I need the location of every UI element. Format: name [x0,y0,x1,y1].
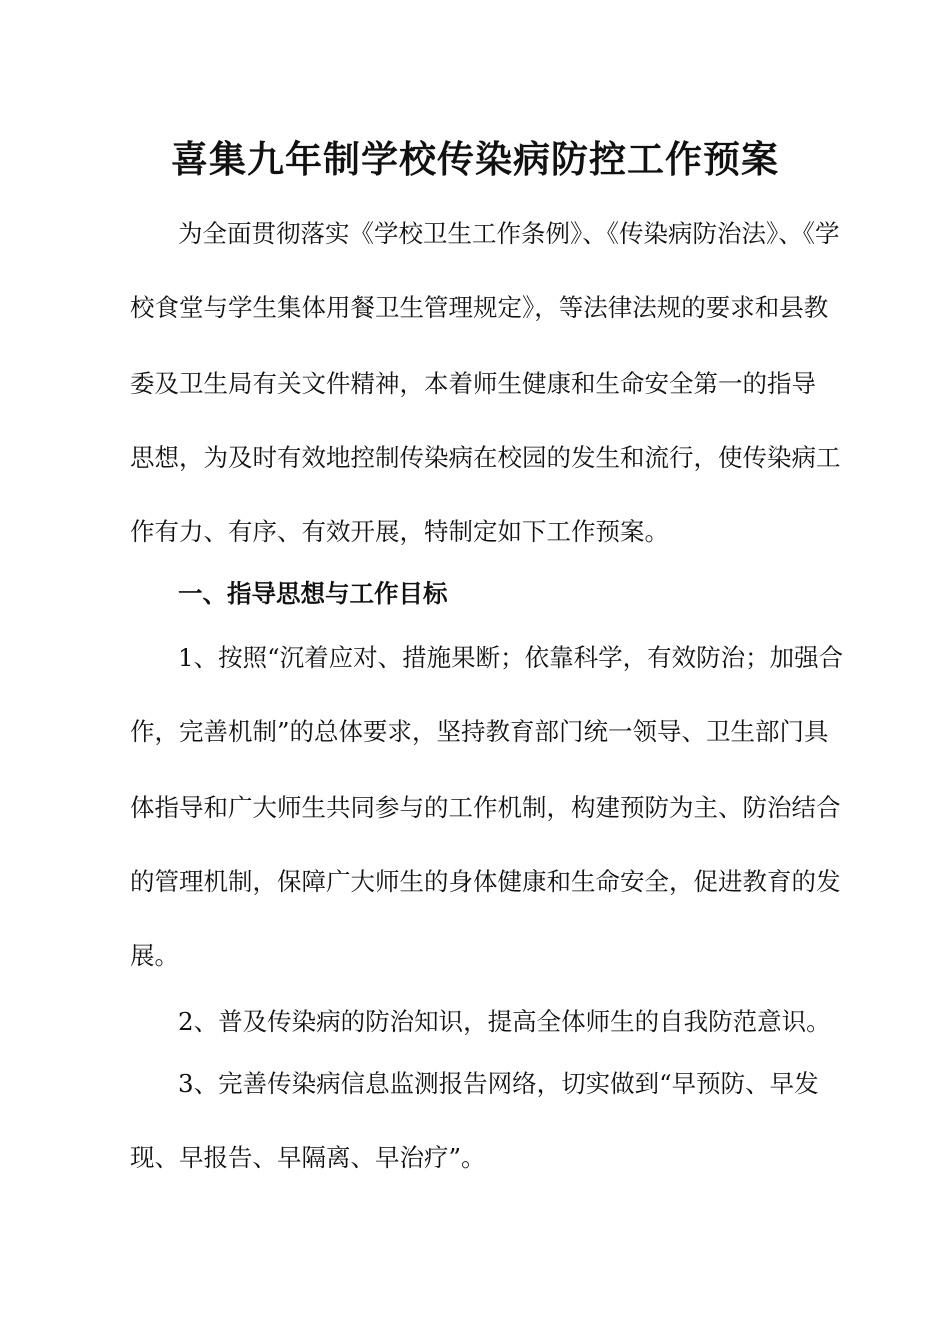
item-line: 的管理机制，保障广大师生的身体健康和生命安全，促进教育的发 [130,867,841,896]
intro-line: 为全面贯彻落实《学校卫生工作条例》、《传染病防治法》、《学 [178,219,840,248]
item-line: 展。 [130,941,179,970]
item-line: 2、普及传染病的防治知识，提高全体师生的自我防范意识。 [178,1007,831,1036]
item-line: 3、完善传染病信息监测报告网络，切实做到“早预防、早发 [178,1069,819,1098]
item-line: 体指导和广大师生共同参与的工作机制，构建预防为主、防治结合 [130,793,841,822]
item-line: 1、按照“沉着应对、措施果断；依靠科学，有效防治；加强合 [178,643,844,672]
intro-line: 校食堂与学生集体用餐卫生管理规定》，等法律法规的要求和县教 [130,293,829,322]
item-line: 作，完善机制”的总体要求，坚持教育部门统一领导、卫生部门具 [130,717,829,746]
intro-line: 委及卫生局有关文件精神，本着师生健康和生命安全第一的指导 [130,369,816,398]
intro-line: 思想，为及时有效地控制传染病在校园的发生和流行，使传染病工 [130,443,841,472]
intro-line: 作有力、有序、有效开展，特制定如下工作预案。 [130,517,669,546]
section-heading: 一、指导思想与工作目标 [178,579,448,608]
item-line: 现、早报告、早隔离、早治疗”。 [130,1143,486,1172]
document-title: 喜集九年制学校传染病防控工作预案 [171,138,779,181]
